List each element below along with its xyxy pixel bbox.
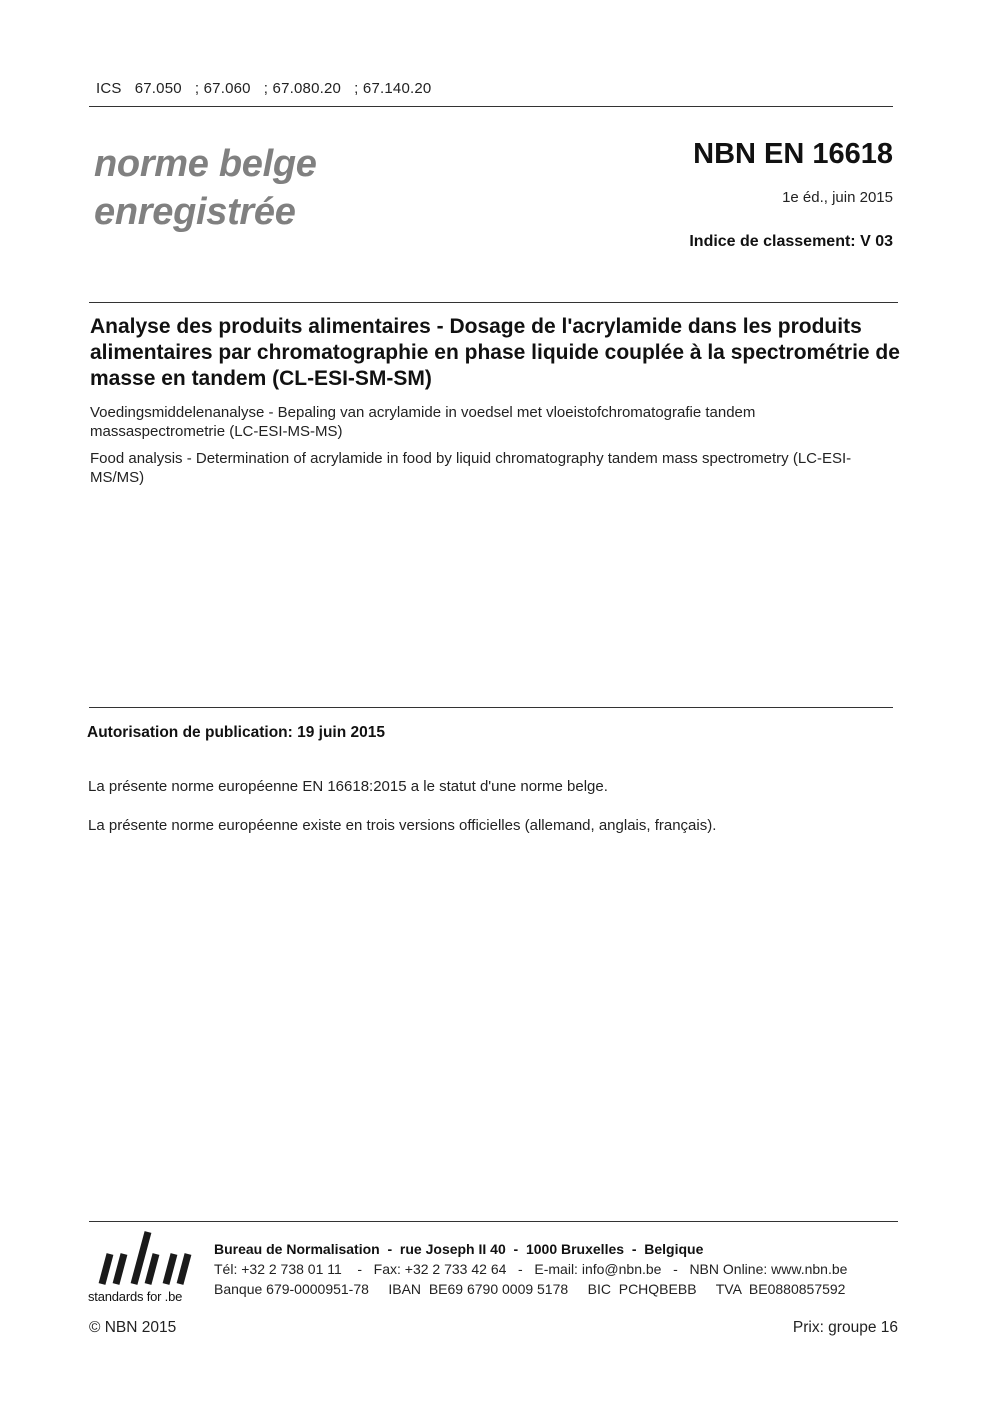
copyright-notice: © NBN 2015 <box>89 1319 177 1336</box>
ics-codes: ICS 67.050 ; 67.060 ; 67.080.20 ; 67.140.20 <box>96 80 432 97</box>
price-group: Prix: groupe 16 <box>792 1319 898 1336</box>
organization-address: Bureau de Normalisation - rue Joseph II 40 - 1000 Bruxelles - Belgique <box>214 1241 704 1257</box>
contact-details: Tél: +32 2 738 01 11 - Fax: +32 2 733 42 64 - E-mail: info@nbn.be - NBN Online: www.nbn.be <box>214 1261 848 1277</box>
title-french: Analyse des produits alimentaires - Dosage de l'acrylamide dans les produits alimentaires par chromatographie en phase liquide couplée à la spectrométrie de masse en tandem (CL-ESI-SM-SM) <box>90 315 900 390</box>
title-english: Food analysis - Determination of acrylamide in food by liquid chromatography tandem mass spectrometry (LC-ESI-MS/MS) <box>90 450 852 486</box>
bank-details: Banque 679-0000951-78 IBAN BE69 6790 0009 5178 BIC PCHQBEBB TVA BE0880857592 <box>214 1281 846 1297</box>
header-divider <box>89 106 893 107</box>
classification-index: Indice de classement: V 03 <box>689 233 893 250</box>
edition-date: 1e éd., juin 2015 <box>782 189 893 206</box>
standard-number: NBN EN 16618 <box>693 138 893 170</box>
publication-authorization: Autorisation de publication: 19 juin 2015 <box>87 724 385 741</box>
title-dutch: Voedingsmiddelenanalyse - Bepaling van acrylamide in voedsel met vloeistofchromatografie tandem massaspectrometrie (LC-ESI-MS-MS) <box>90 404 756 440</box>
brand-line-2: enregistrée <box>94 191 296 233</box>
brand-line-1: norme belge <box>94 143 317 185</box>
brand-label <box>94 140 317 236</box>
title-divider <box>89 302 898 303</box>
publication-divider <box>89 707 893 708</box>
versions-statement: La présente norme européenne existe en trois versions officielles (allemand, anglais, français). <box>88 817 717 834</box>
status-statement: La présente norme européenne EN 16618:2015 a le statut d'une norme belge. <box>88 778 608 795</box>
footer-divider <box>89 1221 898 1222</box>
logo-caption: standards for .be <box>88 1289 183 1304</box>
